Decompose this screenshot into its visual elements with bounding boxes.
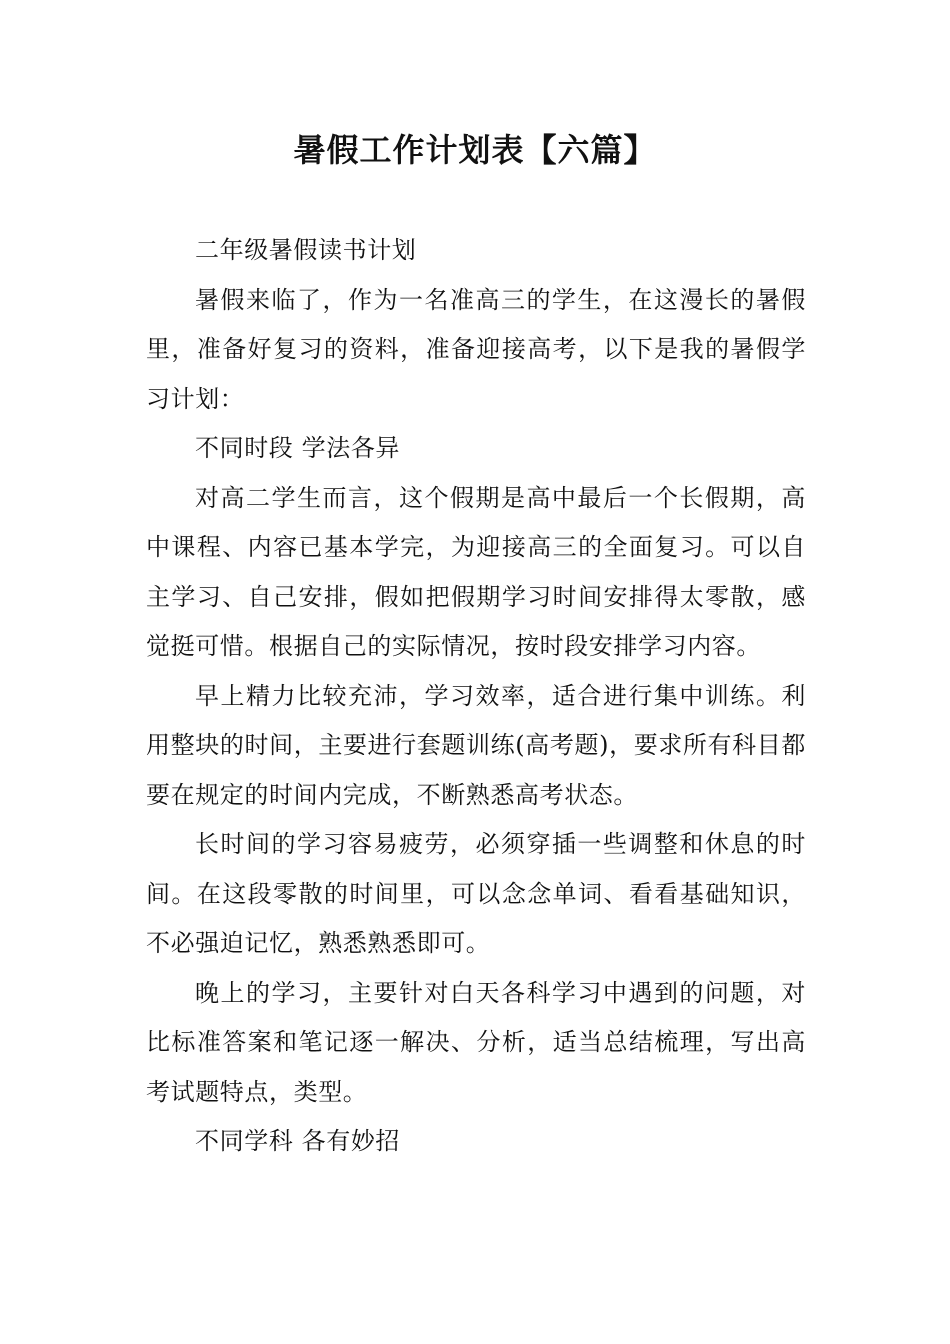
document-title: 暑假工作计划表【六篇】: [293, 131, 657, 169]
subheading-reading-plan: 二年级暑假读书计划: [195, 236, 417, 264]
subheading-time-periods: 不同时段 学法各异: [195, 434, 401, 462]
document-body: [146, 226, 806, 1167]
paragraph-intro: 暑假来临了，作为一名准高三的学生，在这漫长的暑假里，准备好复习的资料，准备迎接高考，以下是我的暑假学习计划：: [146, 285, 806, 413]
paragraph-evening: 晚上的学习，主要针对白天各科学习中遇到的问题，对比标准答案和笔记逐一解决、分析，适当总结梳理，写出高考试题特点，类型。: [146, 978, 806, 1106]
paragraph-breaks: 长时间的学习容易疲劳，必须穿插一些调整和休息的时间。在这段零散的时间里，可以念念单词、看看基础知识，不必强迫记忆，熟悉熟悉即可。: [146, 830, 806, 957]
subheading-subjects: 不同学科 各有妙招: [195, 1127, 401, 1155]
paragraph-time-periods: 对高二学生而言，这个假期是高中最后一个长假期，高中课程、内容已基本学完，为迎接高三的全面复习。可以自主学习、自己安排，假如把假期学习时间安排得太零散，感觉挺可惜。根据自己的实际情况，按时段安排学习内容。: [146, 483, 806, 660]
paragraph-morning: 早上精力比较充沛，学习效率，适合进行集中训练。利用整块的时间，主要进行套题训练(高考题)，要求所有科目都要在规定的时间内完成，不断熟悉高考状态。: [146, 681, 806, 809]
